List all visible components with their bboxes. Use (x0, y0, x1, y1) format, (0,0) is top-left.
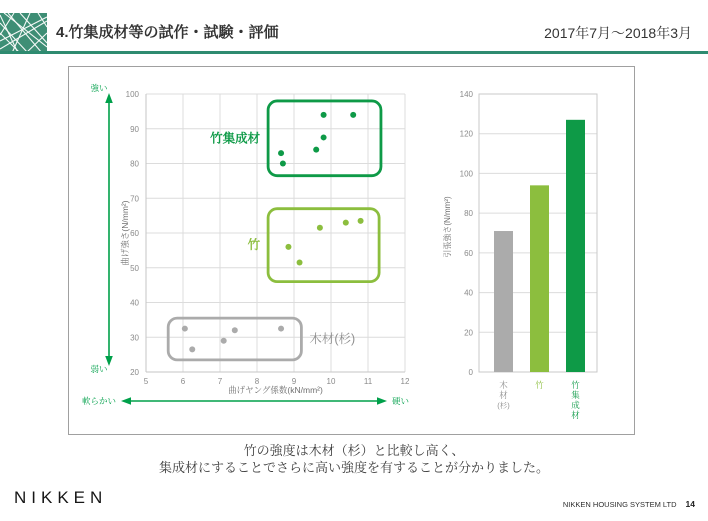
footer-right (563, 499, 695, 509)
svg-text:竹集成材: 竹集成材 (210, 131, 261, 146)
caption-line-1: 竹の強度は木材（杉）と比較し高く、 (243, 443, 465, 458)
svg-text:80: 80 (464, 209, 473, 219)
svg-text:引張強さ(N/mm²): 引張強さ(N/mm²) (443, 196, 452, 258)
svg-text:20: 20 (130, 368, 139, 377)
svg-text:材: 材 (571, 410, 580, 420)
svg-text:12: 12 (400, 377, 410, 386)
svg-text:100: 100 (125, 90, 139, 99)
svg-text:140: 140 (459, 90, 473, 99)
svg-text:材: 材 (499, 390, 508, 400)
svg-text:60: 60 (464, 248, 473, 258)
svg-text:90: 90 (130, 124, 139, 134)
svg-text:70: 70 (130, 194, 139, 204)
svg-text:軟らかい: 軟らかい (81, 396, 116, 406)
svg-text:成: 成 (571, 400, 580, 410)
svg-text:5: 5 (143, 377, 149, 386)
charts-panel (68, 66, 635, 435)
svg-text:曲げヤング係数(kN/mm²): 曲げヤング係数(kN/mm²) (228, 385, 323, 395)
charts-canvas (69, 67, 631, 431)
svg-text:竹: 竹 (247, 238, 261, 253)
svg-text:弱い: 弱い (90, 364, 108, 374)
svg-text:120: 120 (459, 129, 473, 139)
svg-text:20: 20 (464, 328, 473, 338)
svg-text:50: 50 (130, 263, 139, 273)
svg-text:(杉): (杉) (497, 401, 510, 410)
svg-text:100: 100 (459, 169, 473, 179)
caption-line-2: 集成材にすることでさらに高い強度を有することが分かりました。 (158, 459, 549, 475)
svg-text:竹: 竹 (571, 380, 580, 390)
conclusion-caption (0, 443, 708, 476)
svg-text:60: 60 (130, 229, 139, 238)
company-name: NIKKEN HOUSING SYSTEM LTD (562, 500, 677, 509)
svg-text:6: 6 (180, 377, 186, 386)
svg-text:40: 40 (130, 298, 139, 308)
svg-text:強い: 強い (90, 83, 108, 93)
svg-text:8: 8 (254, 377, 260, 386)
header-divider (0, 51, 708, 54)
svg-text:硬い: 硬い (392, 396, 410, 406)
nikken-pattern-logo-icon (0, 13, 47, 53)
svg-text:木: 木 (499, 380, 508, 390)
page-title: 4.竹集成材等の試作・試験・評価 (56, 24, 279, 41)
svg-text:80: 80 (130, 159, 139, 169)
page-number: 14 (685, 499, 695, 509)
nikken-wordmark: NIKKEN (14, 488, 108, 507)
svg-text:30: 30 (130, 333, 139, 343)
svg-text:集: 集 (571, 390, 580, 400)
svg-text:11: 11 (363, 377, 373, 386)
svg-text:木材(杉): 木材(杉) (309, 331, 356, 346)
svg-text:9: 9 (291, 377, 297, 386)
svg-text:10: 10 (326, 377, 336, 386)
svg-text:0: 0 (468, 368, 473, 377)
bar-chart (442, 90, 597, 420)
svg-text:曲げ強さ(N/mm²): 曲げ強さ(N/mm²) (120, 200, 130, 266)
date-range: 2017年7月～2018年3月 (544, 25, 692, 41)
scatter-chart (82, 83, 410, 406)
svg-text:40: 40 (464, 288, 473, 298)
svg-text:7: 7 (217, 377, 223, 386)
svg-text:竹: 竹 (535, 380, 544, 390)
